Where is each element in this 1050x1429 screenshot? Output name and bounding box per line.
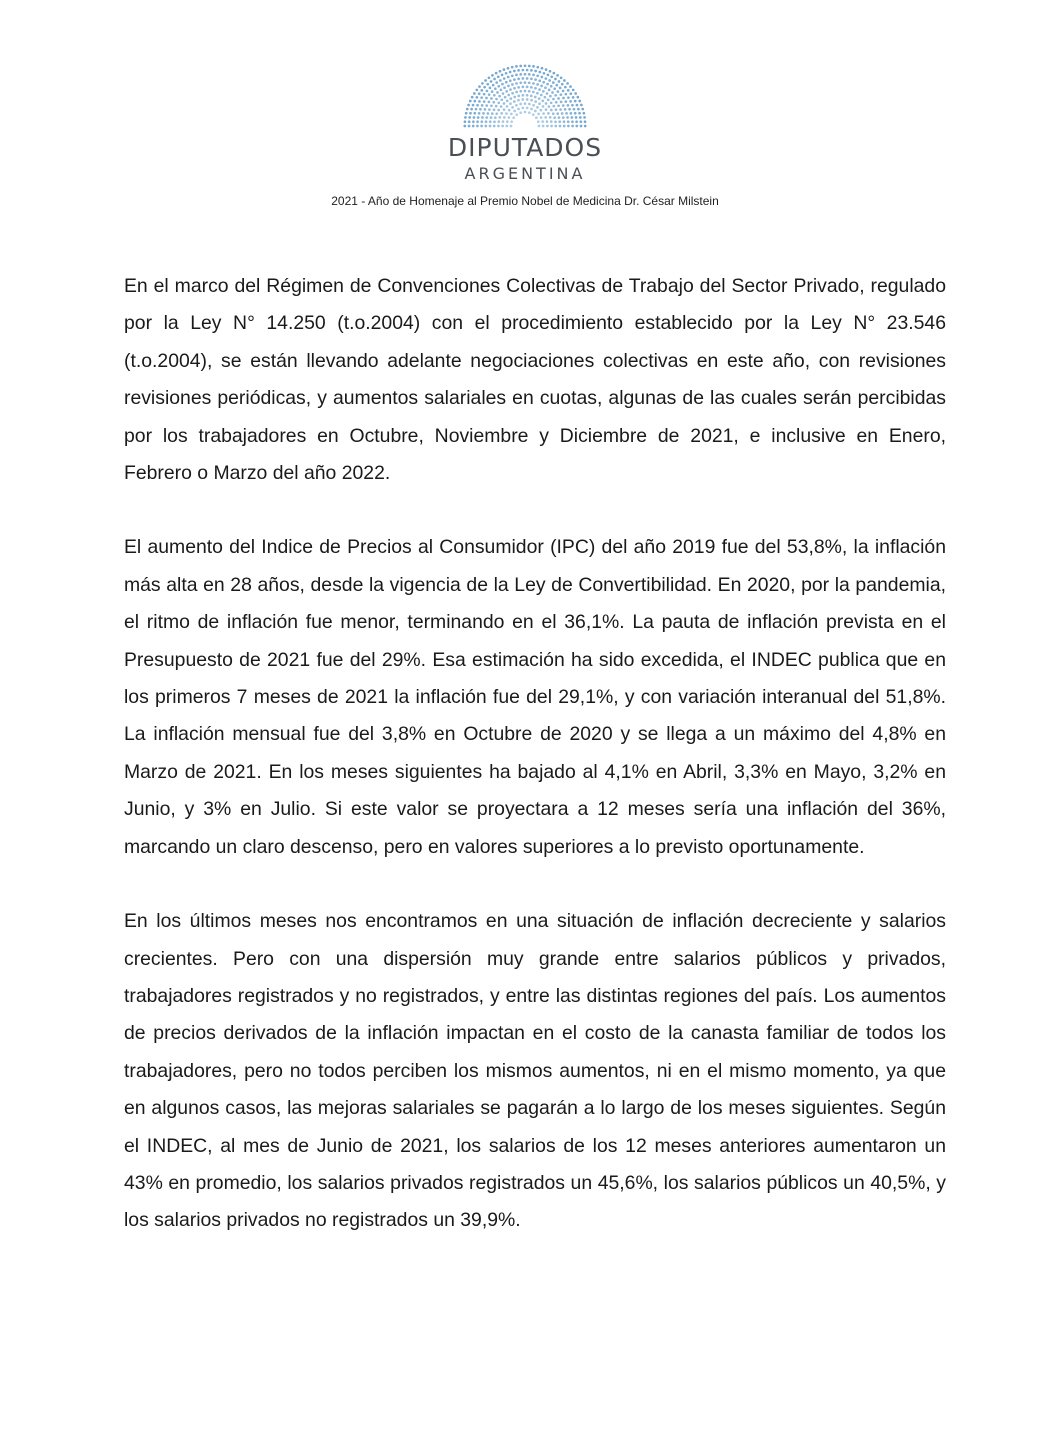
paragraph-2: El aumento del Indice de Precios al Consumidor (IPC) del año 2019 fue del 53,8%, la inflación más alta en 28 años, desde la vigencia de la Ley de Convertibilidad. En 2020, por la pandemia, el ritmo de inflación fue menor, terminando en el 36,1%. La pauta de inflación prevista en el Presupuesto de 2021 fue del 29%. Esa estimación ha sido excedida, el INDEC publica que en los primeros 7 meses de 2021 la inflación fue del 29,1%, y con variación interanual del 51,8%. La inflación mensual fue del 3,8% en Octubre de 2020 y se llega a un máximo del 4,8% en Marzo de 2021. En los meses siguientes ha bajado al 4,1% en Abril, 3,3% en Mayo, 3,2% en Junio, y 3% en Julio. Si este valor se proyectara a 12 meses sería una inflación del 36%, marcando un claro descenso, pero en valores superiores a lo previsto oportunamente. xyxy=(124,536,946,858)
year-motto: 2021 - Año de Homenaje al Premio Nobel de Medicina Dr. César Milstein xyxy=(331,194,719,208)
paragraph-1: En el marco del Régimen de Convenciones Colectivas de Trabajo del Sector Privado, regulado por la Ley N° 14.250 (t.o.2004) con el procedimiento establecido por la Ley N° 23.546 (t.o.2004), se están llevando adelante negociaciones colectivas en este año, con revisiones revisiones periódicas, y aumentos salariales en cuotas, algunas de las cuales serán percibidas por los trabajadores en Octubre, Noviembre y Diciembre de 2021, e inclusive en Enero, Febrero o Marzo del año 2022. xyxy=(124,275,946,485)
letterhead xyxy=(0,62,1050,208)
document-body xyxy=(124,268,946,1277)
brand-country: ARGENTINA xyxy=(464,164,586,183)
hemicycle-seats-icon xyxy=(451,62,599,128)
brand-name: DIPUTADOS xyxy=(447,133,603,162)
paragraph-3: En los últimos meses nos encontramos en una situación de inflación decreciente y salarios crecientes. Pero con una dispersión muy grande entre salarios públicos y privados, trabajadores registrados y no registrados, y entre las distintas regiones del país. Los aumentos de precios derivados de la inflación impactan en el costo de la canasta familiar de todos los trabajadores, pero no todos perciben los mismos aumentos, ni en el mismo momento, ya que en algunos casos, las mejoras salariales se pagarán a lo largo de los meses siguientes. Según el INDEC, al mes de Junio de 2021, los salarios de los 12 meses anteriores aumentaron un 43% en promedio, los salarios privados registrados un 45,6%, los salarios públicos un 40,5%, y los salarios privados no registrados un 39,9%. xyxy=(124,910,946,1232)
